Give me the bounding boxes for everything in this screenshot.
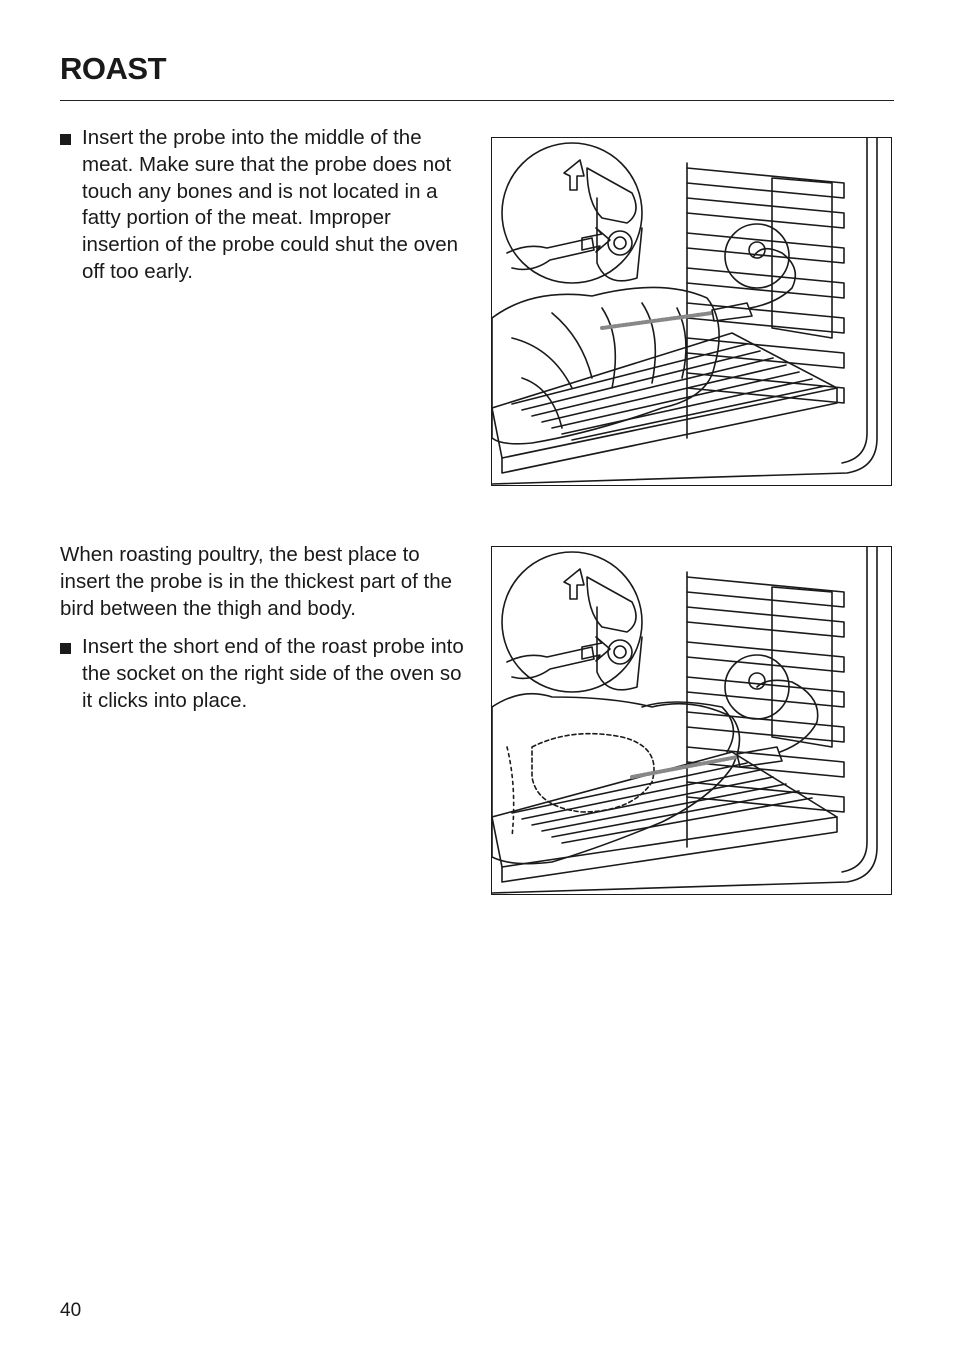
page-title: ROAST [60, 51, 166, 86]
bullet-square-icon [60, 643, 71, 654]
section-poultry-instructions [60, 542, 470, 715]
bullet-square-icon [60, 134, 71, 145]
roast-probe-illustration [491, 137, 892, 486]
poultry-probe-illustration [491, 546, 892, 895]
section-roast-instructions [60, 125, 470, 286]
bullet-item [60, 125, 470, 286]
title-divider [60, 100, 894, 101]
poultry-paragraph: When roasting poultry, the best place to insert the probe is in the thickest part of the bird between the thigh and body. [60, 543, 452, 620]
bullet-item [60, 634, 470, 714]
page-number: 40 [60, 1300, 82, 1321]
bullet-text: Insert the short end of the roast probe into the socket on the right side of the oven so it clicks into place. [82, 635, 464, 712]
bullet-text: Insert the probe into the middle of the meat. Make sure that the probe does not touch any bones and is not located in a fatty portion of the meat. Improper insertion of the probe could shut the oven off too early. [82, 126, 459, 283]
